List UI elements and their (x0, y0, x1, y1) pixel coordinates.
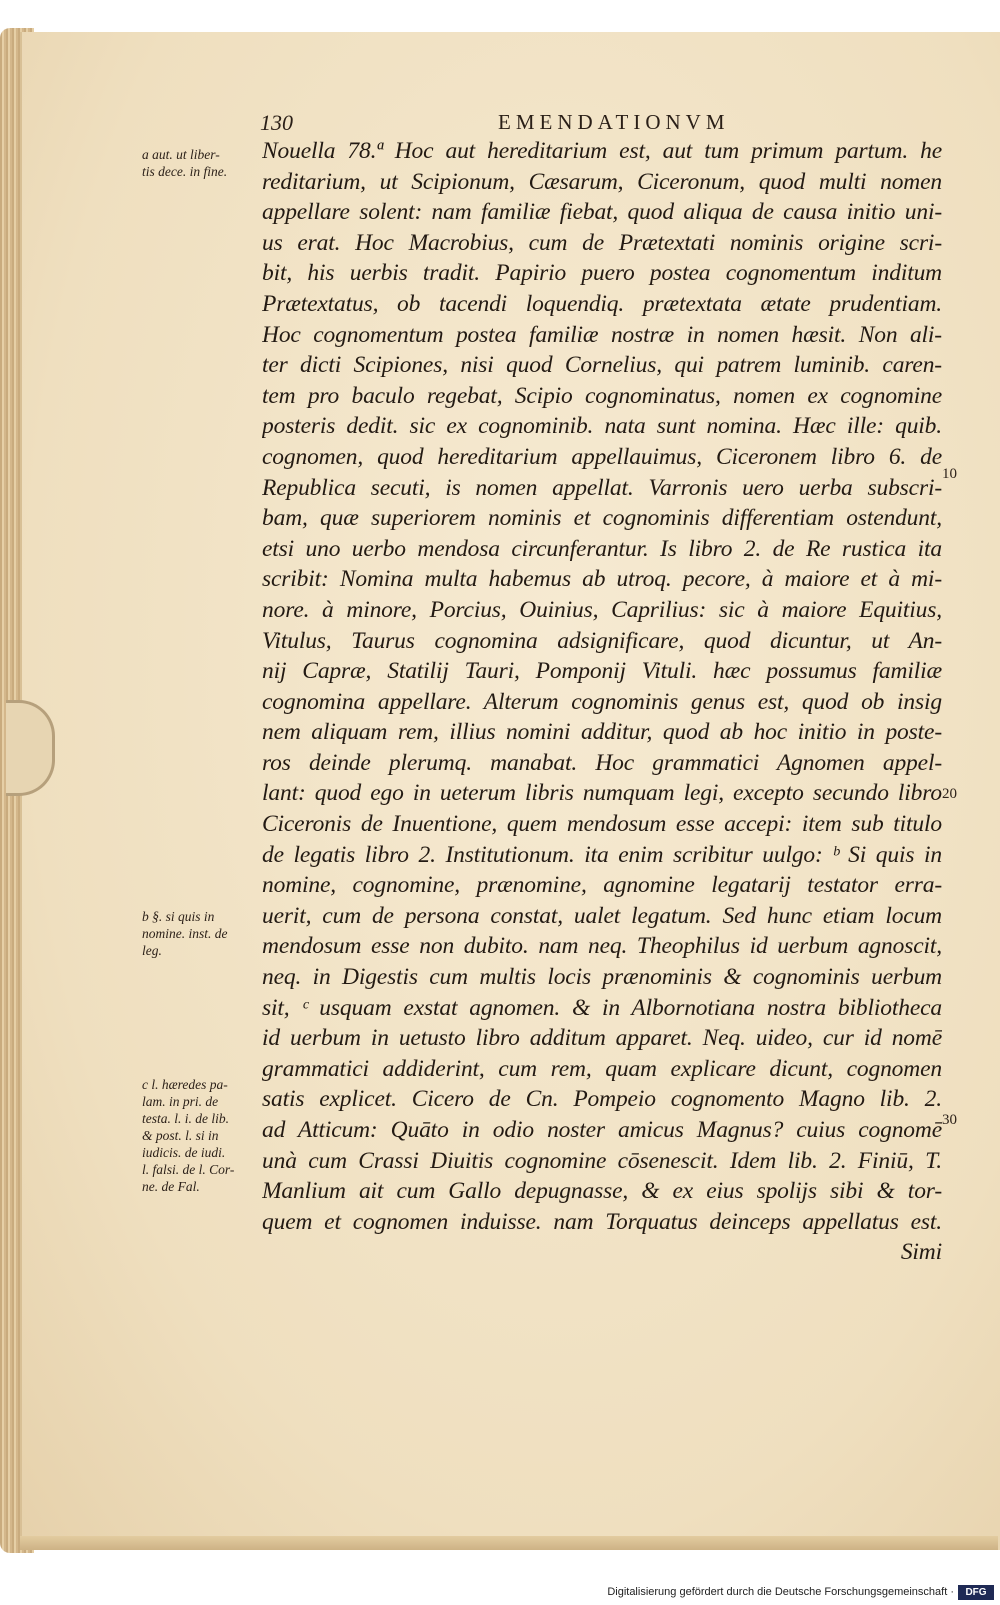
text-line: neq. in Digestis cum multis locis prænominis & cognominis uerbum (262, 964, 942, 991)
footer (0, 1582, 1000, 1605)
text-line: sit, ᶜ usquam exstat agnomen. & in Albornotiana nostra bibliotheca (262, 994, 942, 1021)
text-line: Republica secuti, is nomen appellat. Varronis uero uerba subscri- (262, 474, 942, 501)
text-line: de legatis libro 2. Institutionum. ita enim scribitur uulgo: ᵇ Si quis in (262, 841, 942, 868)
text-line: Simi (900, 1239, 942, 1266)
text-line: bam, quæ superiorem nominis et cognominis differentiam ostendunt, (262, 505, 942, 532)
line-number-30: 30 (942, 1112, 957, 1128)
text-line: Vitulus, Taurus cognomina adsignificare, quod dicuntur, ut An- (262, 627, 942, 654)
text-line: Hoc cognomentum postea familiæ nostræ in nomen hæsit. Non ali- (262, 321, 942, 348)
text-line: ter dicti Scipiones, nisi quod Cornelius, qui patrem luminib. caren- (262, 352, 942, 379)
ribbon-loop (6, 700, 55, 796)
page-bottom-edge (20, 1536, 998, 1550)
text-line: Prætextatus, ob tacendi loquendiq. prætextata ætate prudentiam. (262, 290, 942, 317)
text-line: mendosum esse non dubito. nam neq. Theophilus id uerbum agnoscit, (262, 933, 942, 960)
text-line: ad Atticum: Quāto in odio noster amicus Magnus? cuius cognomē (262, 1117, 942, 1143)
text-line: reditarium, ut Scipionum, Cæsarum, Ciceronum, quod multi nomen (262, 168, 942, 195)
text-line: nem aliquam rem, illius nomini additur, quod ab hoc initio in poste- (262, 719, 942, 746)
text-line: uerit, cum de persona constat, ualet legatum. Sed hunc etiam locum (262, 902, 942, 929)
line-number-20: 20 (942, 786, 957, 802)
text-line: unà cum Crassi Diuitis cognomine cōsenescit. Idem lib. 2. Finiū, T. (262, 1147, 942, 1174)
text-line: grammatici addiderint, cum rem, quam explicare dicunt, cognomen (262, 1055, 942, 1082)
text-line: bit, his uerbis tradit. Papirio puero postea cognomentum inditum (262, 260, 942, 287)
line-number-10: 10 (942, 466, 957, 482)
text-line: scribit: Nomina multa habemus ab utroq. pecore, à maiore et à mi- (262, 566, 942, 593)
text-line: posteris dedit. sic ex cognominib. nata sunt nomina. Hæc ille: quib. (262, 413, 942, 440)
text-line: us erat. Hoc Macrobius, cum de Prætextati nominis origine scri- (262, 229, 942, 256)
text-line: ros deinde plerumq. manabat. Hoc grammatici Agnomen appel- (262, 749, 942, 776)
main-text-block (262, 136, 942, 1268)
text-line: Manlium ait cum Gallo depugnasse, & ex eius spolijs sibi & tor- (262, 1178, 942, 1205)
text-line: quem et cognomen induisse. nam Torquatus deinceps appellatus est. (262, 1208, 942, 1235)
text-line: cognomen, quod hereditarium appellauimus, Ciceronem libro 6. de (262, 443, 942, 470)
text-line: cognomina appellare. Alterum cognominis genus est, quod ob insig (262, 688, 942, 715)
dfg-logo: DFG (958, 1585, 994, 1600)
text-line: appellare solent: nam familiæ fiebat, quod aliqua de causa initio uni- (262, 199, 942, 226)
text-line: Ciceronis de Inuentione, quem mendosum esse accepi: item sub titulo (262, 811, 942, 838)
text-line: lant: quod ego in ueterum libris numquam legi, excepto secundo libro (262, 780, 942, 807)
page-number: 130 (260, 110, 293, 135)
text-line: id uerbum in uetusto libro additum apparet. Neq. uideo, cur id nomē (262, 1025, 942, 1052)
text-line: nij Capræ, Statilij Tauri, Pomponij Vituli. hæc possumus familiæ (262, 658, 942, 685)
running-head: EMENDATIONVM (498, 110, 730, 134)
margin-note-a: a aut. ut liber- tis dece. in fine. (142, 147, 228, 179)
text-line: Nouella 78.ª Hoc aut hereditarium est, aut tum primum partum. he (262, 138, 942, 164)
footer-credit: Digitalisierung gefördert durch die Deutsche Forschungsgemeinschaft · (607, 1586, 954, 1598)
margin-note-b: b §. si quis in nomine. inst. de leg. (142, 909, 228, 958)
text-line: tem pro baculo regebat, Scipio cognominatus, nomen ex cognomine (262, 382, 942, 409)
text-line: nore. à minore, Porcius, Ouinius, Caprilius: sic à maiore Equitius, (262, 596, 942, 623)
margin-note-c: c l. hæredes pa- lam. in pri. de testa. l. i. de lib. & post. l. si in iudicis. de iudi. l. falsi. de l. Cor- ne. de Fal. (142, 1077, 235, 1194)
text-line: etsi uno uerbo mendosa circunferantur. Is libro 2. de Re rustica ita (262, 535, 942, 562)
text-line: nomine, cognomine, prænomine, agnomine legatarij testator erra- (262, 872, 942, 899)
text-line: satis explicet. Cicero de Cn. Pompeio cognomento Magno lib. 2. (262, 1086, 942, 1113)
